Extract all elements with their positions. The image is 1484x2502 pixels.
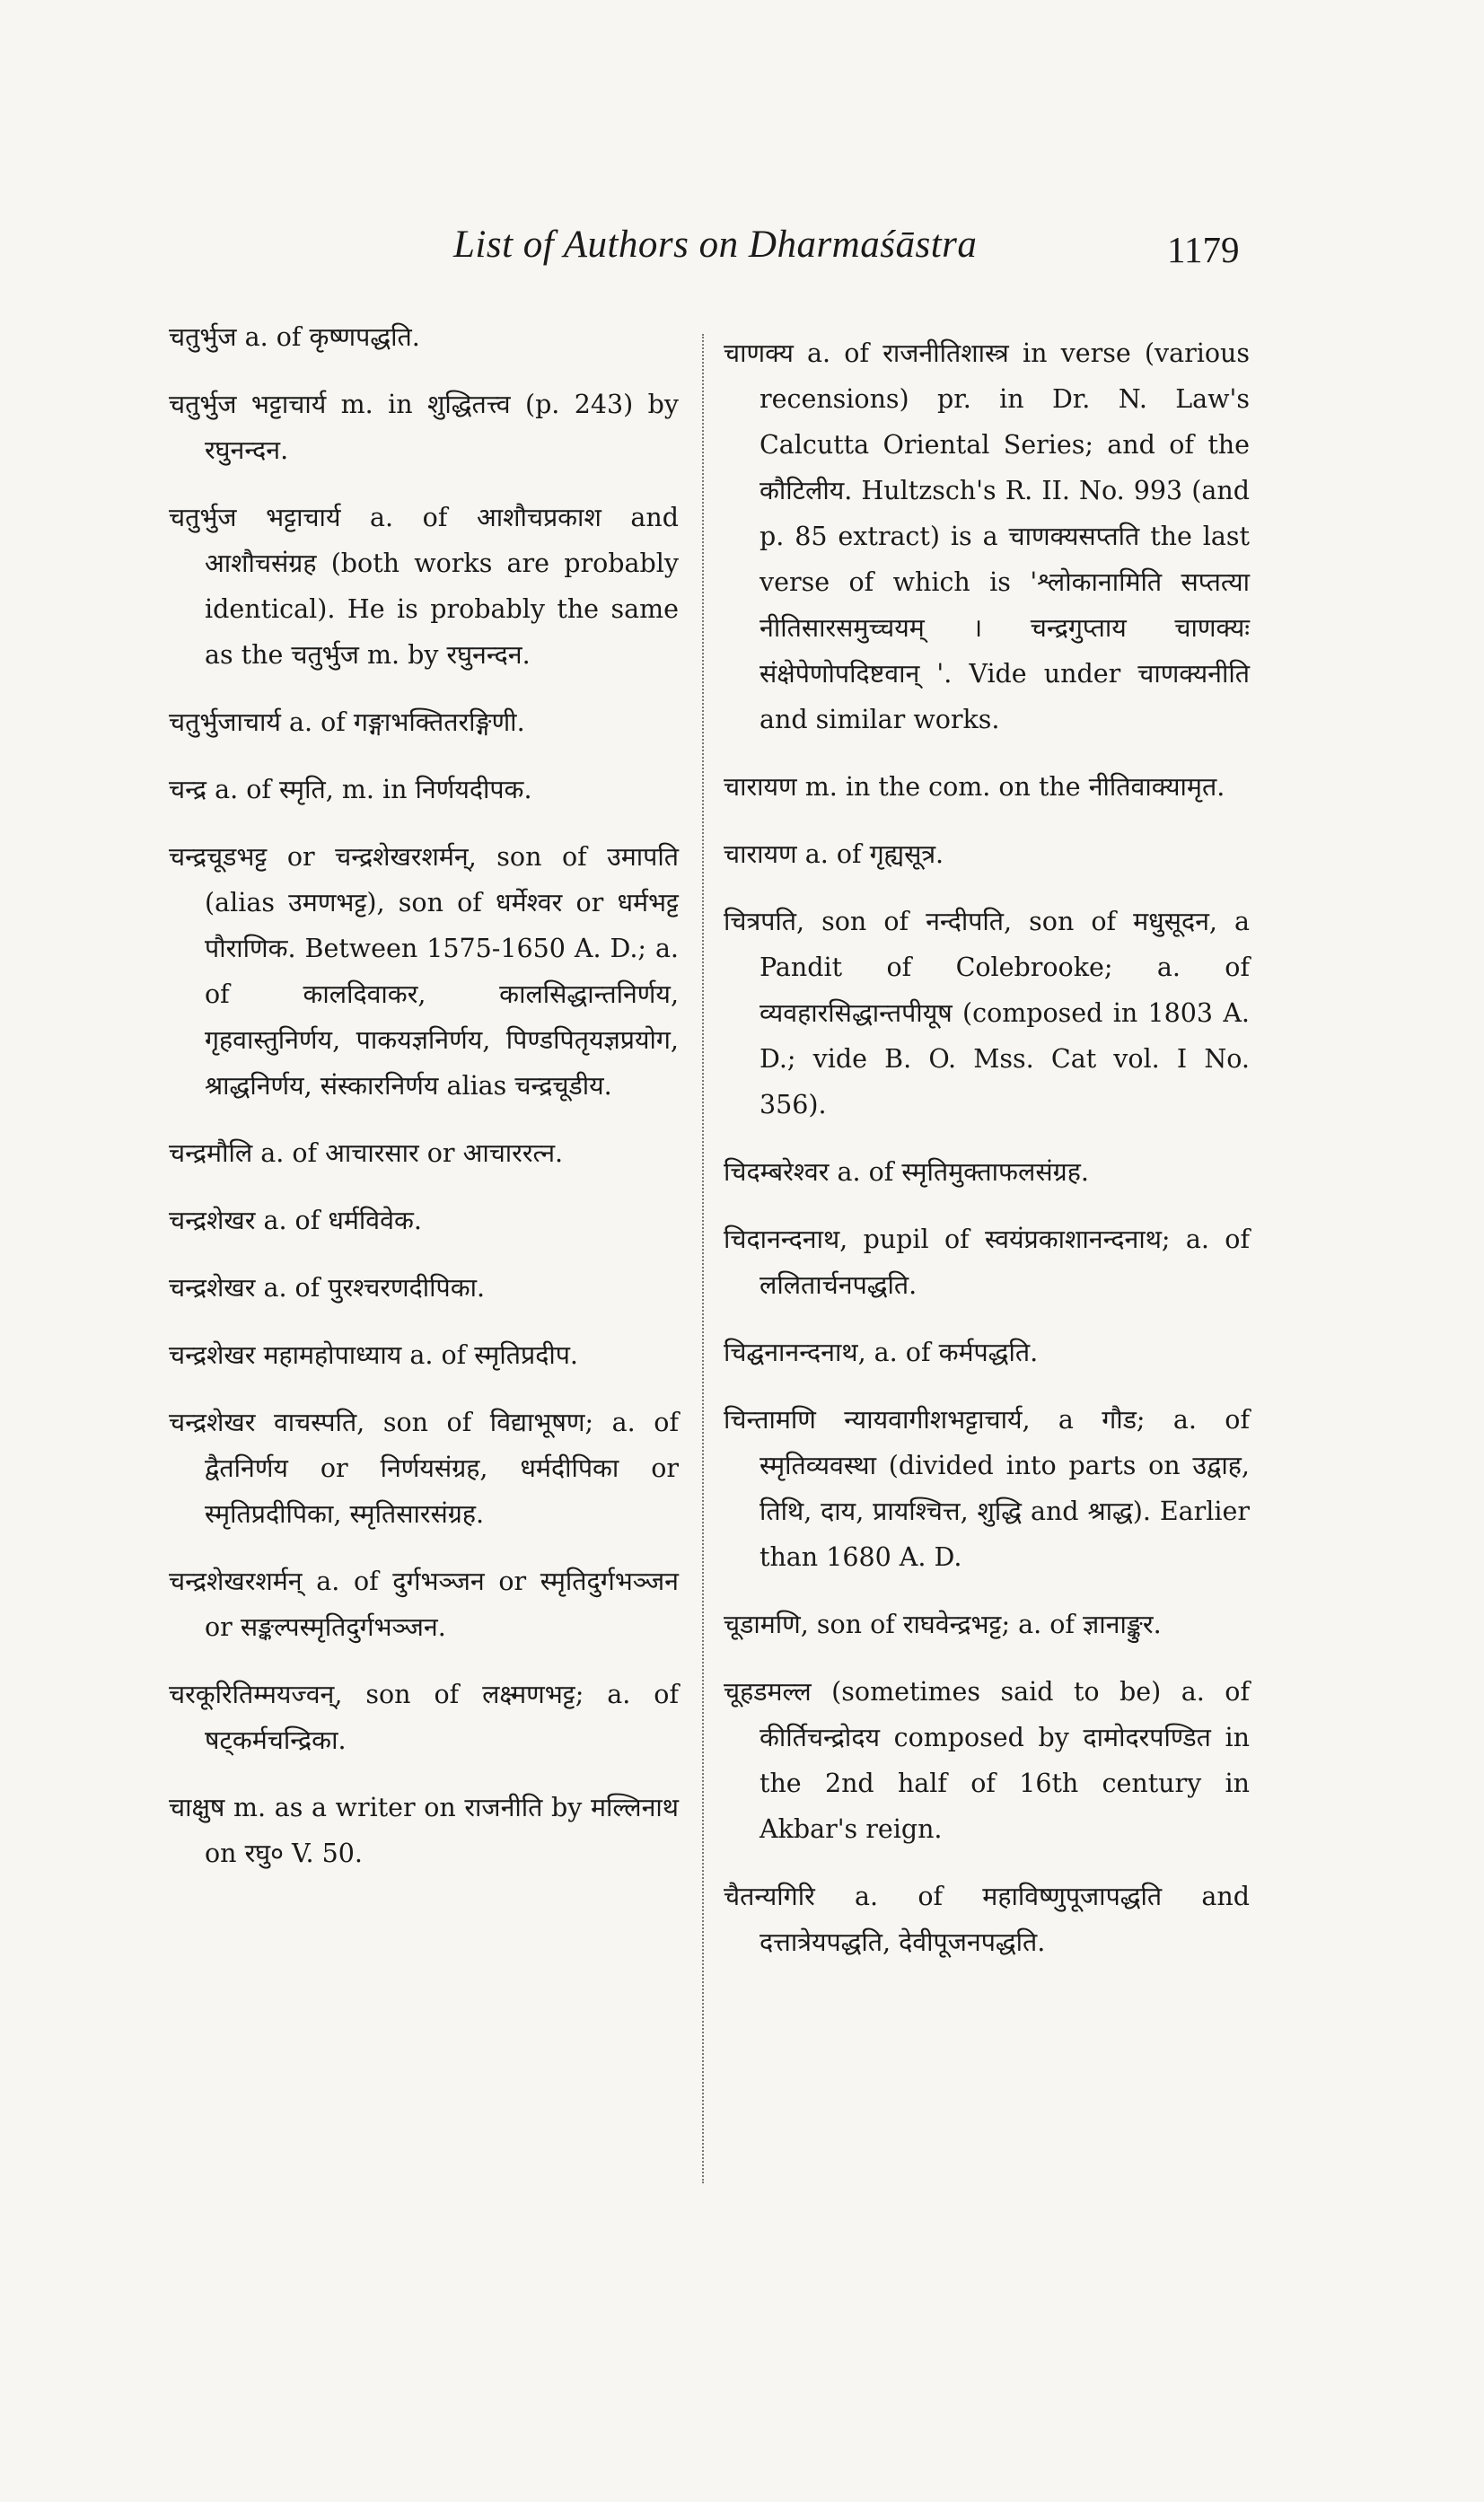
author-entry: चन्द्र a. of स्मृति, m. in निर्णयदीपक. bbox=[169, 775, 532, 804]
running-head: List of Authors on Dharmaśāstra bbox=[453, 224, 978, 266]
author-entry: चारायण a. of गृह्यसूत्र. bbox=[724, 839, 944, 869]
author-entry: चूहडमल्ल (sometimes said to be) a. of कीर्तिचन्द्रोदय composed by दामोदरपण्डित in the 2nd half of 16th century in Akbar's reign. bbox=[724, 1677, 1250, 1844]
author-entry: चैतन्यगिरि a. of महाविष्णुपूजापद्धति and दत्तात्रेयपद्धति, देवीपूजनपद्धति. bbox=[724, 1882, 1250, 1957]
author-entry: चिदम्बरेश्वर a. of स्मृतिमुक्ताफलसंग्रह. bbox=[724, 1157, 1089, 1187]
author-entry: चतुर्भुजाचार्य a. of गङ्गाभक्तितरङ्गिणी. bbox=[169, 707, 525, 737]
right-column bbox=[724, 330, 1250, 1987]
author-entry: चन्द्रचूडभट्ट or चन्द्रशेखरशर्मन्, son of उमापति (alias उमणभट्ट), son of धर्मेश्वर or धर्मभट्ट पौराणिक. Between 1575-1650 A. D.; a. of कालदिवाकर, कालसिद्धान्तनिर्णय, गृहवास्तुनिर्णय, पाकयज्ञनिर्णय, पिण्डपितृयज्ञप्रयोग, श्राद्धनिर्णय, संस्कारनिर्णय alias चन्द्रचूडीय. bbox=[169, 842, 679, 1101]
author-entry: चिन्तामणि न्यायवागीशभट्टाचार्य, a गौड; a. of स्मृतिव्यवस्था (divided into parts on उद्वाह, तिथि, दाय, प्रायश्चित्त, शुद्धि and श्राद्ध). Earlier than 1680 A. D. bbox=[724, 1405, 1250, 1572]
author-entry: चिद्घनानन्दनाथ, a. of कर्मपद्धति. bbox=[724, 1338, 1039, 1367]
author-entry: चूडामणि, son of राघवेन्द्रभट्ट; a. of ज्ञानाङ्कुर. bbox=[724, 1610, 1162, 1639]
column-divider bbox=[702, 334, 704, 2183]
author-entry: चन्द्रशेखर a. of पुरश्चरणदीपिका. bbox=[169, 1273, 486, 1303]
left-column bbox=[169, 314, 679, 1898]
author-entry: चारायण m. in the com. on the नीतिवाक्यामृत. bbox=[724, 772, 1225, 802]
author-entry: चिदानन्दनाथ, pupil of स्वयंप्रकाशानन्दनाथ; a. of ललितार्चनपद्धति. bbox=[724, 1225, 1250, 1300]
author-entry: चाणक्य a. of राजनीतिशास्त्र in verse (various recensions) pr. in Dr. N. Law's Calcutta Oriental Series; and of the कौटिलीय. Hultzsch's R. II. No. 993 (and p. 85 extract) is a चाणक्यसप्तति the last verse of which is 'श्लोकानामिति सप्तत्या नीतिसारसमुच्चयम् । चन्द्रगुप्ताय चाणक्यः संक्षेपेणोपदिष्टवान् '. Vide under चाणक्यनीति and similar works. bbox=[724, 338, 1250, 734]
author-entry: चन्द्रमौलि a. of आचारसार or आचाररत्न. bbox=[169, 1138, 564, 1168]
author-entry: चित्रपति, son of नन्दीपति, son of मधुसूदन, a Pandit of Colebrooke; a. of व्यवहारसिद्धान्तपीयूष (composed in 1803 A. D.; vide B. O. Mss. Cat vol. I No. 356). bbox=[724, 907, 1250, 1119]
author-entry: चन्द्रशेखरशर्मन् a. of दुर्गभञ्जन or स्मृतिदुर्गभञ्जन or सङ्कल्पस्मृतिदुर्गभञ्जन. bbox=[169, 1567, 679, 1642]
author-entry: चतुर्भुज a. of कृष्णपद्धति. bbox=[169, 322, 420, 352]
author-entry: चतुर्भुज भट्टाचार्य m. in शुद्धितत्त्व (p. 243) by रघुनन्दन. bbox=[169, 390, 679, 465]
author-entry: चरकूरितिम्मयज्वन्, son of लक्ष्मणभट्ट; a. of षट्कर्मचन्द्रिका. bbox=[169, 1680, 679, 1755]
page-number: 1179 bbox=[1167, 229, 1240, 270]
author-entry: चन्द्रशेखर महामहोपाध्याय a. of स्मृतिप्रदीप. bbox=[169, 1340, 578, 1370]
author-entry: चन्द्रशेखर a. of धर्मविवेक. bbox=[169, 1206, 422, 1235]
author-entry: चन्द्रशेखर वाचस्पति, son of विद्याभूषण; a. of द्वैतनिर्णय or निर्णयसंग्रह, धर्मदीपिका or स्मृतिप्रदीपिका, स्मृतिसारसंग्रह. bbox=[169, 1408, 679, 1529]
author-entry: चाक्षुष m. as a writer on राजनीति by मल्लिनाथ on रघु० V. 50. bbox=[169, 1793, 679, 1868]
author-entry: चतुर्भुज भट्टाचार्य a. of आशौचप्रकाश and आशौचसंग्रह (both works are probably identical). He is probably the same as the चतुर्भुज m. by रघुनन्दन. bbox=[169, 503, 679, 670]
